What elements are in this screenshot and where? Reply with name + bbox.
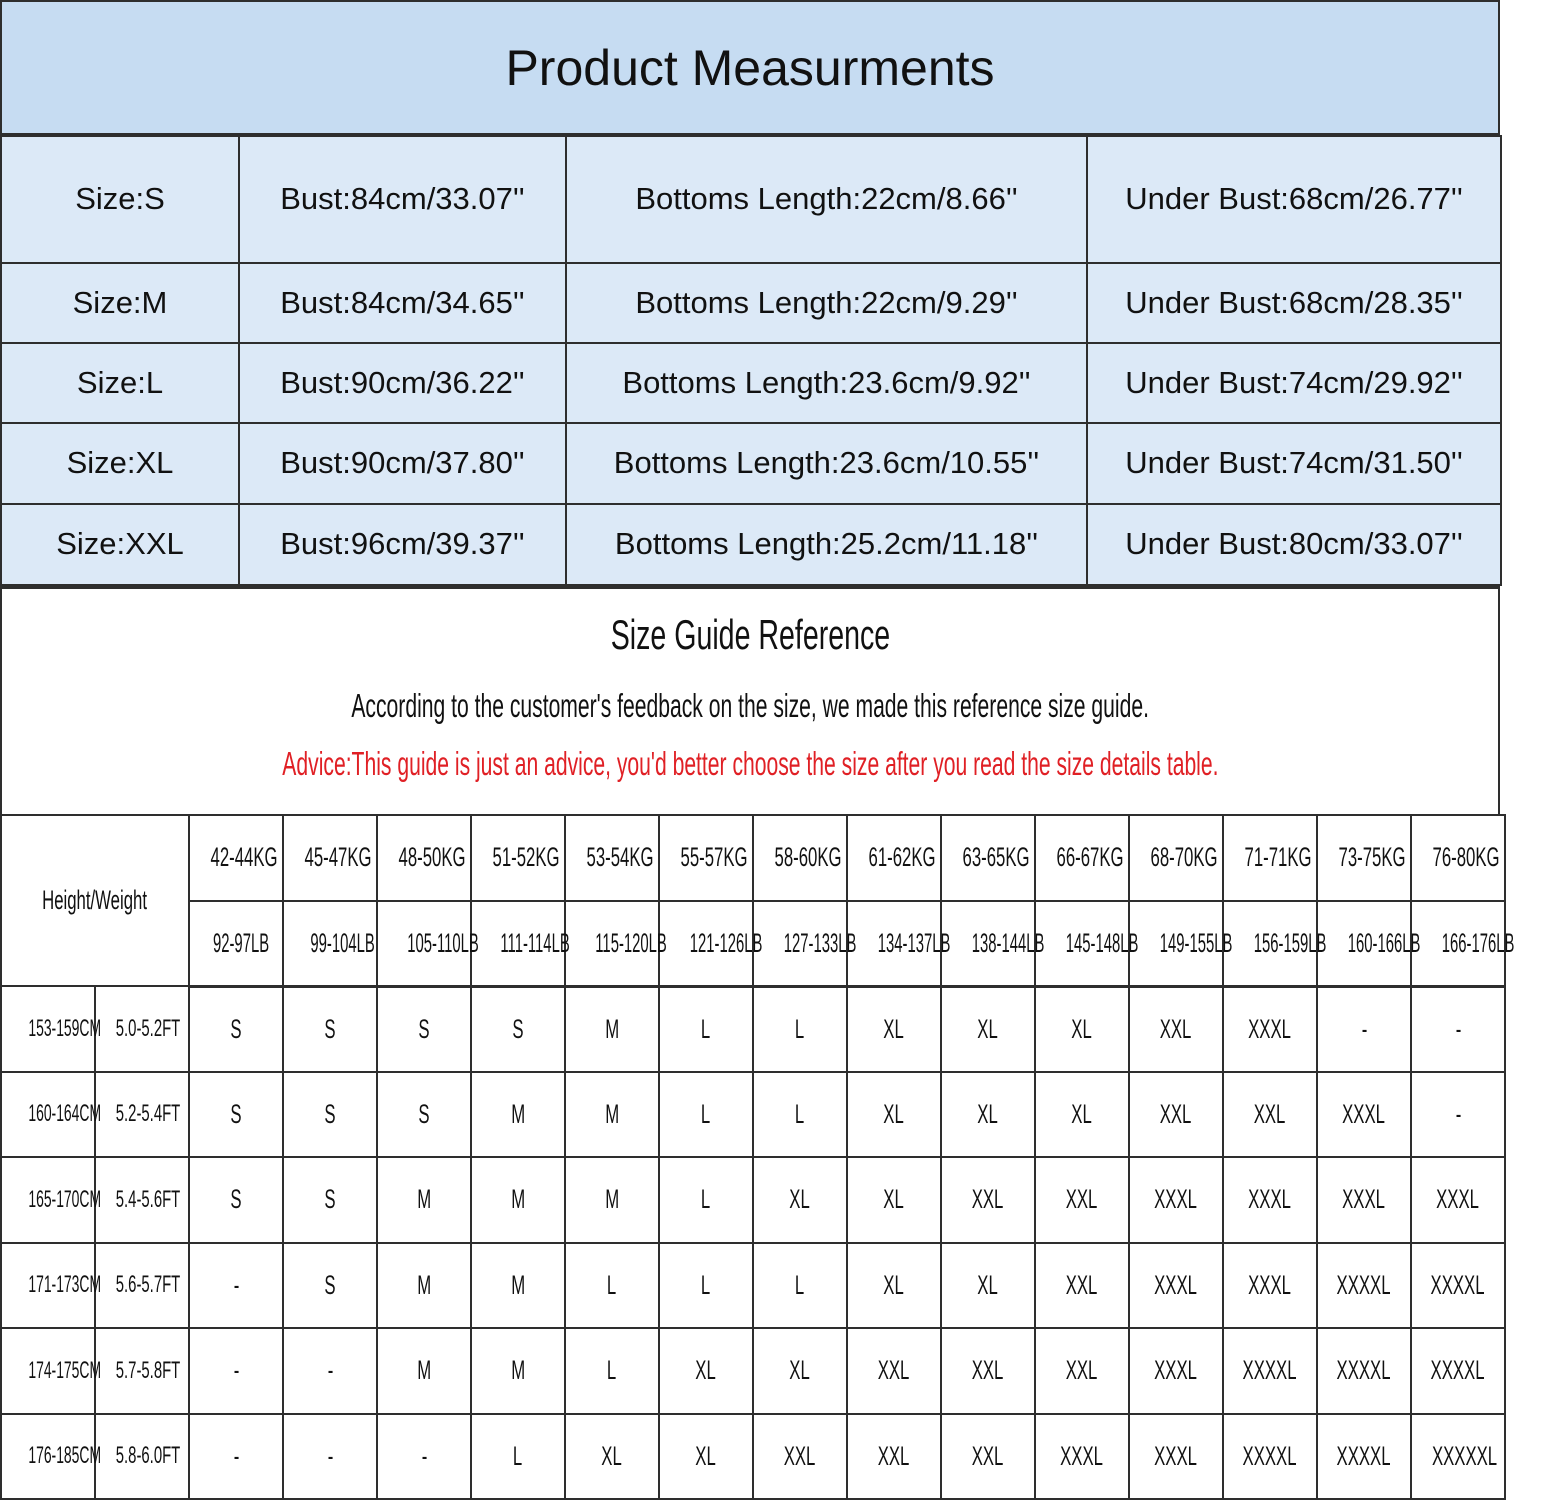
recommended-size-cell-text: M (511, 1355, 525, 1386)
bottoms-length-cell: Bottoms Length:22cm/8.66'' (566, 136, 1087, 263)
recommended-size-cell-text: XXXL (1342, 1098, 1386, 1129)
recommended-size-cell-text: S (418, 1013, 430, 1044)
recommended-size-cell (189, 1072, 283, 1158)
weight-lb-header-text: 138-144LB (971, 927, 1045, 958)
weight-lb-header (847, 901, 951, 987)
measurement-row (1, 504, 1501, 585)
height-ft-cell (95, 986, 189, 1072)
height-ft-cell-text: 5.2-5.4FT (115, 1100, 181, 1128)
recommended-size-cell-text: S (324, 1269, 336, 1300)
recommended-size-cell-text: XL (789, 1355, 811, 1386)
recommended-size-cell (1223, 1328, 1317, 1414)
recommended-size-cell (1035, 1157, 1129, 1243)
recommended-size-cell-text: XXL (972, 1440, 1004, 1471)
weight-lb-header-text: 145-148LB (1065, 927, 1139, 958)
recommended-size-cell (753, 1072, 847, 1158)
size-guide-table (0, 814, 1515, 1500)
recommended-size-cell-text: XXXXL (1431, 1355, 1485, 1386)
weight-kg-header-text: 53-54KG (586, 842, 654, 873)
recommended-size-cell (1411, 1157, 1505, 1243)
weight-kg-header (941, 815, 1035, 901)
weight-lb-header (1129, 901, 1233, 987)
measurement-row (1, 343, 1501, 423)
height-cm-cell-text: 176-185CM (28, 1442, 102, 1470)
weight-kg-header (1035, 815, 1129, 901)
size-guide-row (1, 1414, 1505, 1500)
recommended-size-cell (659, 986, 753, 1072)
size-guide-title-text: Size Guide Reference (610, 611, 890, 658)
height-cm-cell (1, 1157, 102, 1243)
bust-cell: Bust:96cm/39.37'' (239, 504, 566, 585)
size-guide-row (1, 1157, 1505, 1243)
recommended-size-cell (941, 986, 1035, 1072)
recommended-size-cell (189, 1157, 283, 1243)
weight-kg-header (283, 815, 377, 901)
recommended-size-cell (1317, 1072, 1411, 1158)
recommended-size-cell (659, 1072, 753, 1158)
height-ft-cell (95, 1157, 189, 1243)
recommended-size-cell-text: S (324, 1184, 336, 1215)
weight-lb-header (471, 901, 570, 987)
recommended-size-cell-text: M (605, 1184, 619, 1215)
recommended-size-cell-text: XL (883, 1184, 905, 1215)
recommended-size-cell (471, 1414, 565, 1500)
height-cm-cell-text: 174-175CM (28, 1356, 102, 1384)
recommended-size-cell (753, 1157, 847, 1243)
weight-kg-header-text: 61-62KG (868, 842, 936, 873)
recommended-size-cell (471, 1072, 565, 1158)
recommended-size-cell-text: XL (695, 1440, 717, 1471)
recommended-size-cell-text: XXL (878, 1440, 910, 1471)
recommended-size-cell (847, 1328, 941, 1414)
recommended-size-cell-text: M (605, 1013, 619, 1044)
recommended-size-cell-text: XL (977, 1098, 999, 1129)
recommended-size-cell-text: - (1361, 1013, 1367, 1044)
recommended-size-cell (941, 1243, 1035, 1329)
recommended-size-cell (1035, 1072, 1129, 1158)
recommended-size-cell (471, 1243, 565, 1329)
recommended-size-cell (283, 1243, 377, 1329)
weight-kg-header-text: 71-71KG (1244, 842, 1312, 873)
recommended-size-cell (1411, 986, 1505, 1072)
recommended-size-cell (565, 1072, 659, 1158)
recommended-size-cell-text: XXL (1160, 1013, 1192, 1044)
weight-lb-header-text: 111-114LB (500, 927, 570, 958)
recommended-size-cell (847, 1157, 941, 1243)
size-guide-advice (2, 745, 1498, 784)
recommended-size-cell-text: XXXL (1248, 1013, 1292, 1044)
height-ft-cell-text: 5.0-5.2FT (115, 1014, 181, 1042)
recommended-size-cell (1223, 1072, 1317, 1158)
recommended-size-cell-text: S (230, 1184, 242, 1215)
recommended-size-cell-text: L (795, 1013, 805, 1044)
size-guide-row (1, 1243, 1505, 1329)
bottoms-length-cell: Bottoms Length:25.2cm/11.18'' (566, 504, 1087, 585)
recommended-size-cell (1223, 1414, 1317, 1500)
recommended-size-cell-text: XXL (784, 1440, 816, 1471)
height-cm-cell-text: 171-173CM (28, 1271, 102, 1299)
recommended-size-cell (1411, 1072, 1505, 1158)
bust-cell: Bust:84cm/34.65'' (239, 263, 566, 343)
size-guide-title (2, 611, 1498, 660)
recommended-size-cell-text: XXL (972, 1184, 1004, 1215)
recommended-size-cell (1129, 1243, 1223, 1329)
recommended-size-cell-text: S (418, 1098, 430, 1129)
weight-lb-header (1317, 901, 1421, 987)
weight-lb-header (377, 901, 479, 987)
recommended-size-cell-text: XXL (1066, 1355, 1098, 1386)
height-cm-cell (1, 1243, 102, 1329)
recommended-size-cell (377, 1414, 471, 1500)
recommended-size-cell-text: M (605, 1098, 619, 1129)
measurements-title: Product Measurments (0, 0, 1500, 135)
recommended-size-cell-text: XXXL (1342, 1184, 1386, 1215)
recommended-size-cell (1035, 986, 1129, 1072)
recommended-size-cell (941, 1414, 1035, 1500)
recommended-size-cell (189, 1328, 283, 1414)
weight-kg-header-text: 45-47KG (304, 842, 372, 873)
recommended-size-cell-text: XXL (972, 1355, 1004, 1386)
weight-lb-header (565, 901, 667, 987)
recommended-size-cell-text: XL (977, 1013, 999, 1044)
bottoms-length-cell: Bottoms Length:23.6cm/9.92'' (566, 343, 1087, 423)
weight-kg-row (1, 815, 1505, 901)
under-bust-cell: Under Bust:80cm/33.07'' (1087, 504, 1501, 585)
recommended-size-cell-text: L (607, 1355, 617, 1386)
weight-kg-header-text: 48-50KG (398, 842, 466, 873)
weight-lb-header-text: 134-137LB (877, 927, 951, 958)
weight-lb-header (1411, 901, 1515, 987)
recommended-size-cell (283, 1414, 377, 1500)
bust-cell: Bust:84cm/33.07'' (239, 136, 566, 263)
weight-lb-header-text: 115-120LB (595, 927, 667, 958)
recommended-size-cell (847, 986, 941, 1072)
recommended-size-cell (1129, 1328, 1223, 1414)
recommended-size-cell-text: XXXXL (1337, 1440, 1391, 1471)
weight-lb-header (1035, 901, 1139, 987)
recommended-size-cell-text: XXXXL (1337, 1355, 1391, 1386)
weight-kg-header (847, 815, 941, 901)
recommended-size-cell-text: XXXL (1436, 1184, 1480, 1215)
recommended-size-cell-text: M (511, 1184, 525, 1215)
recommended-size-cell (847, 1072, 941, 1158)
height-ft-cell-text: 5.4-5.6FT (115, 1185, 181, 1213)
recommended-size-cell (1223, 1157, 1317, 1243)
recommended-size-cell (753, 986, 847, 1072)
measurement-row (1, 136, 1501, 263)
recommended-size-cell-text: M (417, 1184, 431, 1215)
recommended-size-cell (1035, 1243, 1129, 1329)
weight-kg-header-text: 58-60KG (774, 842, 842, 873)
recommended-size-cell (377, 1243, 471, 1329)
weight-lb-header (189, 901, 283, 987)
measurements-table (0, 135, 1502, 586)
size-cell: Size:M (1, 263, 239, 343)
weight-kg-header-text: 73-75KG (1338, 842, 1406, 873)
recommended-size-cell (565, 1414, 659, 1500)
weight-kg-header-text: 66-67KG (1056, 842, 1124, 873)
recommended-size-cell (189, 986, 283, 1072)
size-guide-row (1, 986, 1505, 1072)
recommended-size-cell-text: XXL (1254, 1098, 1286, 1129)
weight-kg-header-text: 51-52KG (492, 842, 560, 873)
recommended-size-cell (941, 1072, 1035, 1158)
recommended-size-cell-text: L (701, 1184, 711, 1215)
weight-kg-header-text: 42-44KG (210, 842, 278, 873)
size-guide-advice-text: Advice:This guide is just an advice, you'd better choose the size after you read the size details table. (281, 745, 1219, 782)
weight-kg-header (1317, 815, 1411, 901)
recommended-size-cell (1317, 1328, 1411, 1414)
recommended-size-cell (377, 1072, 471, 1158)
recommended-size-cell (1223, 986, 1317, 1072)
recommended-size-cell-text: L (513, 1440, 523, 1471)
recommended-size-cell-text: XXXXL (1337, 1269, 1391, 1300)
recommended-size-cell (1129, 1157, 1223, 1243)
recommended-size-cell (565, 986, 659, 1072)
weight-lb-header (753, 901, 857, 987)
recommended-size-cell-text: - (1455, 1098, 1461, 1129)
recommended-size-cell (1317, 986, 1411, 1072)
weight-kg-header (1129, 815, 1223, 901)
recommended-size-cell-text: - (327, 1355, 333, 1386)
recommended-size-cell (1223, 1243, 1317, 1329)
recommended-size-cell (283, 1072, 377, 1158)
recommended-size-cell-text: XL (1071, 1098, 1093, 1129)
recommended-size-cell (1411, 1328, 1505, 1414)
recommended-size-cell-text: L (607, 1269, 617, 1300)
recommended-size-cell-text: XXL (878, 1355, 910, 1386)
recommended-size-cell-text: S (324, 1098, 336, 1129)
height-ft-cell-text: 5.6-5.7FT (115, 1271, 181, 1299)
height-cm-cell (1, 1414, 102, 1500)
weight-lb-header (941, 901, 1045, 987)
size-cell: Size:XXL (1, 504, 239, 585)
height-weight-label (1, 815, 189, 986)
weight-kg-header (659, 815, 753, 901)
recommended-size-cell-text: XXXXXL (1431, 1440, 1498, 1471)
recommended-size-cell (565, 1328, 659, 1414)
recommended-size-cell-text: XXL (1066, 1269, 1098, 1300)
recommended-size-cell-text: - (327, 1440, 333, 1471)
weight-lb-header-text: 156-159LB (1253, 927, 1327, 958)
under-bust-cell: Under Bust:68cm/28.35'' (1087, 263, 1501, 343)
recommended-size-cell-text: - (1455, 1013, 1461, 1044)
height-cm-cell (1, 1328, 102, 1414)
weight-lb-header (1223, 901, 1327, 987)
recommended-size-cell-text: XL (1071, 1013, 1093, 1044)
recommended-size-cell-text: S (512, 1013, 524, 1044)
weight-lb-header-text: 121-126LB (689, 927, 763, 958)
weight-kg-header (189, 815, 283, 901)
recommended-size-cell-text: M (511, 1269, 525, 1300)
weight-lb-header-text: 149-155LB (1159, 927, 1233, 958)
weight-lb-header-text: 105-110LB (407, 927, 479, 958)
weight-kg-header-text: 55-57KG (680, 842, 748, 873)
recommended-size-cell-text: - (233, 1269, 239, 1300)
weight-lb-header-text: 127-133LB (783, 927, 857, 958)
height-ft-cell (95, 1328, 189, 1414)
recommended-size-cell-text: XXXL (1060, 1440, 1104, 1471)
recommended-size-cell-text: XXXL (1154, 1184, 1198, 1215)
recommended-size-cell (753, 1414, 847, 1500)
measurement-row (1, 263, 1501, 343)
recommended-size-cell (1035, 1328, 1129, 1414)
recommended-size-cell (1317, 1414, 1411, 1500)
recommended-size-cell-text: XXXXL (1243, 1355, 1297, 1386)
recommended-size-cell-text: M (417, 1269, 431, 1300)
recommended-size-cell (753, 1328, 847, 1414)
recommended-size-cell (471, 986, 565, 1072)
recommended-size-cell-text: XXXL (1248, 1269, 1292, 1300)
recommended-size-cell-text: XL (789, 1184, 811, 1215)
size-cell: Size:XL (1, 423, 239, 503)
recommended-size-cell (659, 1243, 753, 1329)
recommended-size-cell-text: XL (601, 1440, 623, 1471)
weight-kg-header (377, 815, 471, 901)
weight-lb-row (1, 901, 1505, 987)
recommended-size-cell-text: XL (883, 1098, 905, 1129)
recommended-size-cell-text: L (795, 1098, 805, 1129)
recommended-size-cell (471, 1328, 565, 1414)
weight-kg-header (1223, 815, 1317, 901)
recommended-size-cell-text: XL (695, 1355, 717, 1386)
recommended-size-cell-text: M (417, 1355, 431, 1386)
recommended-size-cell (1317, 1157, 1411, 1243)
recommended-size-cell (1411, 1243, 1505, 1329)
recommended-size-cell-text: L (795, 1269, 805, 1300)
size-guide-row (1, 1328, 1505, 1414)
recommended-size-cell (1129, 986, 1223, 1072)
height-cm-cell (1, 986, 102, 1072)
weight-lb-header-text: 160-166LB (1347, 927, 1421, 958)
recommended-size-cell (1411, 1414, 1505, 1500)
recommended-size-cell-text: - (233, 1440, 239, 1471)
recommended-size-cell-text: XL (883, 1269, 905, 1300)
weight-lb-header (283, 901, 377, 987)
recommended-size-cell (283, 986, 377, 1072)
recommended-size-cell-text: L (701, 1269, 711, 1300)
weight-lb-header-text: 99-104LB (310, 927, 375, 958)
recommended-size-cell (377, 1328, 471, 1414)
recommended-size-cell (659, 1328, 753, 1414)
recommended-size-cell-text: XXXL (1154, 1269, 1198, 1300)
weight-kg-header-text: 63-65KG (962, 842, 1030, 873)
weight-kg-header (565, 815, 659, 901)
height-cm-cell-text: 160-164CM (28, 1100, 102, 1128)
recommended-size-cell (283, 1157, 377, 1243)
weight-kg-header (753, 815, 847, 901)
size-guide-row (1, 1072, 1505, 1158)
height-cm-cell-text: 153-159CM (28, 1014, 102, 1042)
under-bust-cell: Under Bust:74cm/31.50'' (1087, 423, 1501, 503)
recommended-size-cell-text: XXXL (1154, 1440, 1198, 1471)
bust-cell: Bust:90cm/36.22'' (239, 343, 566, 423)
recommended-size-cell-text: XL (977, 1269, 999, 1300)
height-ft-cell (95, 1243, 189, 1329)
recommended-size-cell (1129, 1072, 1223, 1158)
recommended-size-cell (941, 1157, 1035, 1243)
recommended-size-cell (283, 1328, 377, 1414)
under-bust-cell: Under Bust:68cm/26.77'' (1087, 136, 1501, 263)
recommended-size-cell (847, 1414, 941, 1500)
recommended-size-cell-text: XXXL (1154, 1355, 1198, 1386)
recommended-size-cell (659, 1414, 753, 1500)
recommended-size-cell (189, 1414, 283, 1500)
recommended-size-cell-text: M (511, 1098, 525, 1129)
recommended-size-cell-text: XXXL (1248, 1184, 1292, 1215)
weight-kg-header (471, 815, 565, 901)
recommended-size-cell (189, 1243, 283, 1329)
bust-cell: Bust:90cm/37.80'' (239, 423, 566, 503)
recommended-size-cell-text: L (701, 1013, 711, 1044)
size-cell: Size:S (1, 136, 239, 263)
recommended-size-cell (377, 986, 471, 1072)
recommended-size-cell (1035, 1414, 1129, 1500)
size-cell: Size:L (1, 343, 239, 423)
weight-kg-header (1411, 815, 1505, 901)
recommended-size-cell-text: XXXXL (1431, 1269, 1485, 1300)
height-cm-cell (1, 1072, 102, 1158)
recommended-size-cell-text: XXXXL (1243, 1440, 1297, 1471)
measurement-row (1, 423, 1501, 503)
recommended-size-cell-text: XXL (1160, 1098, 1192, 1129)
recommended-size-cell (471, 1157, 565, 1243)
weight-lb-header (659, 901, 763, 987)
height-ft-cell (95, 1414, 189, 1500)
height-ft-cell-text: 5.8-6.0FT (115, 1442, 181, 1470)
size-guide-description-text: According to the customer's feedback on the size, we made this reference size guide. (351, 687, 1149, 724)
recommended-size-cell-text: XXL (1066, 1184, 1098, 1215)
recommended-size-cell (377, 1157, 471, 1243)
recommended-size-cell (941, 1328, 1035, 1414)
size-guide-header (0, 586, 1500, 815)
height-cm-cell-text: 165-170CM (28, 1185, 102, 1213)
recommended-size-cell (753, 1243, 847, 1329)
height-ft-cell-text: 5.7-5.8FT (115, 1356, 181, 1384)
recommended-size-cell (1129, 1414, 1223, 1500)
recommended-size-cell-text: - (233, 1355, 239, 1386)
height-weight-label-text: Height/Weight (42, 885, 148, 915)
recommended-size-cell (565, 1157, 659, 1243)
recommended-size-cell-text: L (701, 1098, 711, 1129)
recommended-size-cell (659, 1157, 753, 1243)
recommended-size-cell (847, 1243, 941, 1329)
recommended-size-cell (565, 1243, 659, 1329)
recommended-size-cell-text: S (230, 1098, 242, 1129)
recommended-size-cell (1317, 1243, 1411, 1329)
under-bust-cell: Under Bust:74cm/29.92'' (1087, 343, 1501, 423)
recommended-size-cell-text: S (324, 1013, 336, 1044)
recommended-size-cell-text: S (230, 1013, 242, 1044)
bottoms-length-cell: Bottoms Length:22cm/9.29'' (566, 263, 1087, 343)
bottoms-length-cell: Bottoms Length:23.6cm/10.55'' (566, 423, 1087, 503)
size-guide-description (2, 687, 1498, 726)
weight-kg-header-text: 76-80KG (1432, 842, 1500, 873)
weight-kg-header-text: 68-70KG (1150, 842, 1218, 873)
weight-lb-header-text: 92-97LB (212, 927, 270, 958)
recommended-size-cell-text: - (421, 1440, 427, 1471)
height-ft-cell (95, 1072, 189, 1158)
weight-lb-header-text: 166-176LB (1441, 927, 1515, 958)
recommended-size-cell-text: XL (883, 1013, 905, 1044)
